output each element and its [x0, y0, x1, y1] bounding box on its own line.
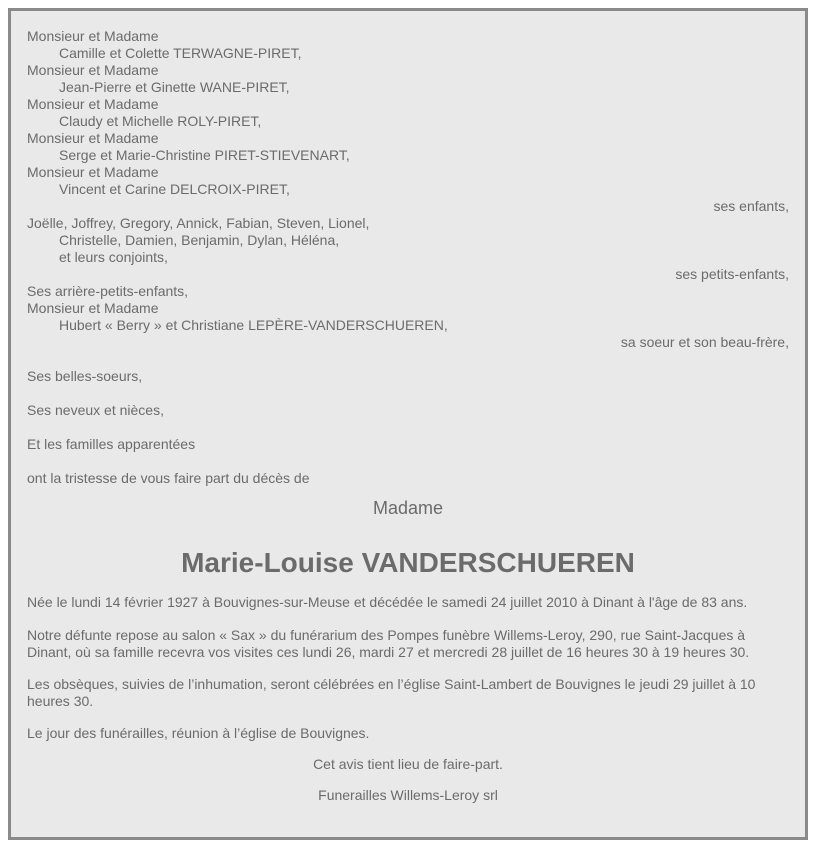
family-names: Serge et Marie-Christine PIRET-STIEVENART,: [59, 147, 350, 163]
spacer: [27, 419, 789, 436]
neveux: Ses neveux et nièces,: [27, 402, 164, 418]
birth-death-paragraph: Née le lundi 14 février 1927 à Bouvignes-sur-Meuse et décédée le samedi 24 juillet 2010 à Dinant à l'âge de 83 ans.: [27, 594, 748, 610]
grandchildren-line: Christelle, Damien, Benjamin, Dylan, Héléna,: [59, 232, 340, 248]
spacer: [27, 351, 789, 368]
reunion-paragraph: Le jour des funérailles, réunion à l’église de Bouvignes.: [27, 725, 370, 741]
family-title: Monsieur et Madame: [27, 130, 159, 146]
enfants-label: ses enfants,: [713, 198, 789, 214]
family-title: Monsieur et Madame: [27, 96, 159, 112]
visitation-paragraph: Notre défunte repose au salon « Sax » du funérarium des Pompes funèbre Willems-Leroy, 290, rue Saint-Jacques à Dinant, où sa famille recevra vos visites ces lundi 26, mardi 27 et mercredi 28 juillet de 16 heures 30 à 19 heures 30.: [27, 627, 750, 660]
spacer: [27, 453, 789, 470]
sister-label: sa soeur et son beau-frère,: [620, 334, 789, 350]
grandchildren-line: et leurs conjoints,: [59, 249, 168, 265]
obseques-paragraph: Les obsèques, suivies de l’inhumation, seront célébrées en l’église Saint-Lambert de Bouvignes le jeudi 29 juillet à 10 heures 30.: [27, 676, 756, 709]
notice-content: [27, 28, 789, 804]
notice-frame: [8, 8, 808, 840]
family-names: Vincent et Carine DELCROIX-PIRET,: [59, 181, 290, 197]
family-title: Monsieur et Madame: [27, 62, 159, 78]
family-names: Claudy et Michelle ROLY-PIRET,: [59, 113, 262, 129]
tristesse-text: ont la tristesse de vous faire part du décès de: [27, 470, 310, 486]
arriere-petits-enfants: Ses arrière-petits-enfants,: [27, 283, 189, 299]
family-names: Camille et Colette TERWAGNE-PIRET,: [59, 45, 302, 61]
family-title: Monsieur et Madame: [27, 28, 159, 44]
sister-title: Monsieur et Madame: [27, 300, 159, 316]
avis-text: Cet avis tient lieu de faire-part.: [313, 756, 503, 772]
family-title: Monsieur et Madame: [27, 164, 159, 180]
madame-title: Madame: [372, 498, 444, 518]
family-names: Jean-Pierre et Ginette WANE-PIRET,: [59, 79, 290, 95]
deceased-name: Marie-Louise VANDERSCHUEREN: [181, 547, 635, 578]
sister-names: Hubert « Berry » et Christiane LEPÈRE-VANDERSCHUEREN,: [59, 317, 448, 333]
belles-soeurs: Ses belles-soeurs,: [27, 368, 143, 384]
spacer: [27, 385, 789, 402]
familles: Et les familles apparentées: [27, 436, 196, 452]
grandchildren-line: Joëlle, Joffrey, Gregory, Annick, Fabian, Steven, Lionel,: [27, 215, 370, 231]
petits-enfants-label: ses petits-enfants,: [675, 266, 789, 282]
funeral-home: Funerailles Willems-Leroy srl: [318, 787, 498, 803]
